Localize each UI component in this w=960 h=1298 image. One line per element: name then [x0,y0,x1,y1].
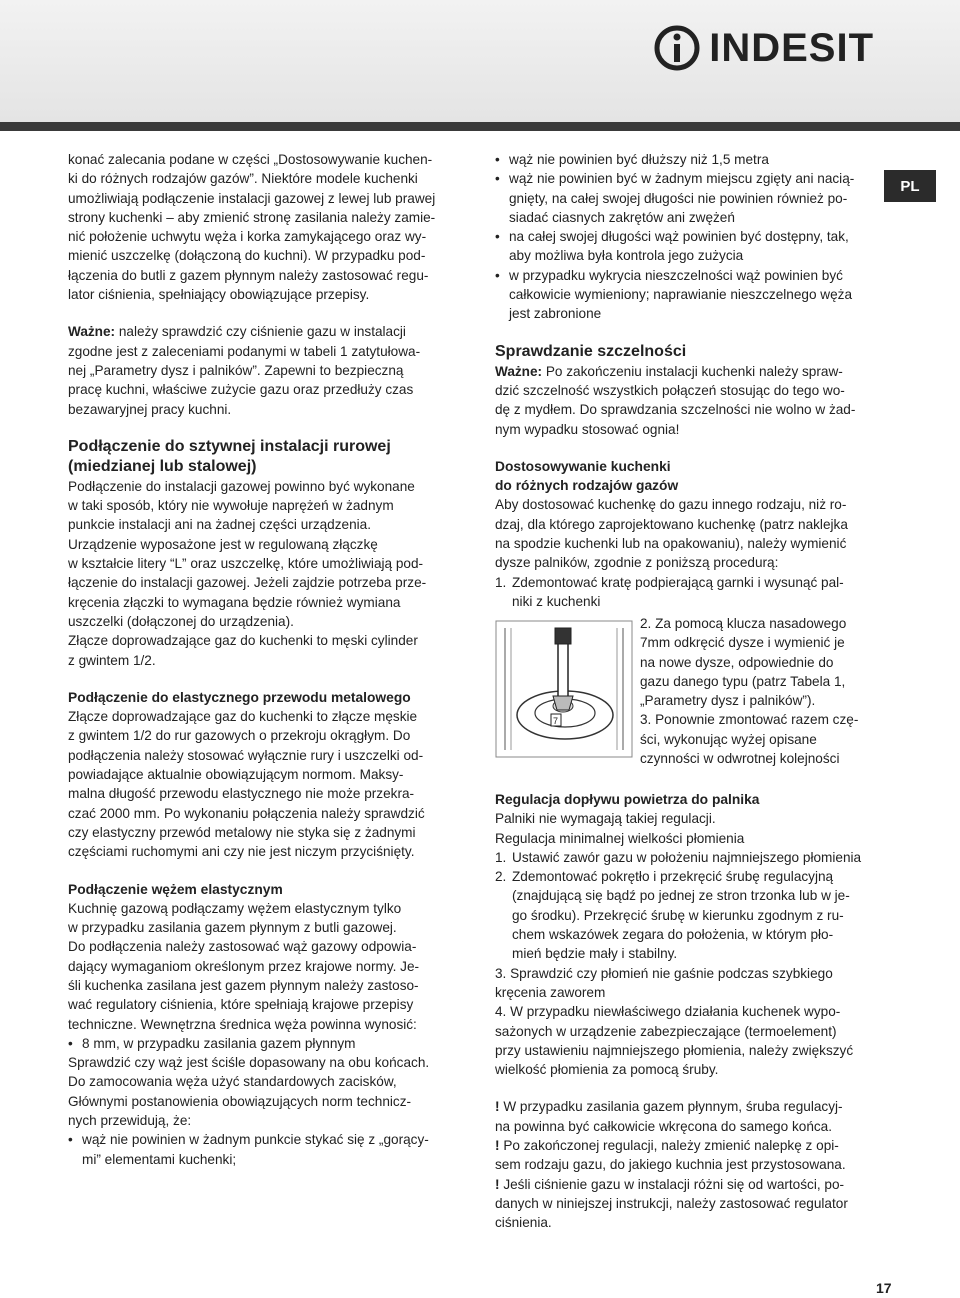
text-line: dzić szczelność wszystkich połączeń stosując do tego wo- [495,382,845,398]
text-line: łączenia do butli z gazem płynnym należy zastosować regu- [68,267,429,283]
text-line: • w przypadku wykrycia nieszczelności wąż powinien być [509,267,843,283]
text-line: nym wypadku stosować ognia! [495,421,680,437]
heading-leak-check: Sprawdzanie szczelności [495,342,687,360]
text-line: Urządzenie wyposażone jest w regulowaną złączkę [68,536,378,552]
text-line: dający wymaganiom określonym przez krajowe normy. Je- [68,958,420,974]
adapt-step-3 [640,710,872,768]
heading-hose-connection: Podłączenie wężem elastycznym [68,881,283,897]
text-line: • wąż nie powinien być w żadnym miejscu zgięty ani nacią- [509,171,855,187]
warning-mark: ! [495,1138,504,1154]
text-line: gnięty, na całej swojej długości nie powinien również po- [509,190,848,206]
text-line: 7mm odkręcić dysze i wymienić je [640,635,845,651]
text-line: nej „Parametry dysz i palników”. Zapewni to bezpieczną [68,362,404,378]
warning-notes [495,1097,873,1232]
text-line: jest zabronione [509,306,602,322]
text-line: na nowe dysze, odpowiednie do [640,654,834,670]
text-line: • wąż nie powinien być dłuższy niż 1,5 metra [509,152,769,167]
right-column: • wąż nie powinien być dłuższy niż 1,5 metra • wąż nie powinien być w żadnym miejscu zgięty ani nacią- gnięty, na całej swojej długości nie powinien również po- siadać ciasnych zakrętów ani zwężeń • na całej swojej długości wąż powinien być dostępny, tak, aby możliwa była kontrola jego zużycia • w przypadku wykrycia nieszczelności wąż powinien być całkowicie wymieniony; naprawianie nieszczelnego węża jest zabronione Sprawdzanie szczelności Ważne: Po zakończeniu instalacji kuchenki należy spraw- dzić szczelność wszystkich połączeń stosując do tego wo- dę z mydłem. Do sprawdzania szczelności nie wolno w żad- nym wypadku stosować ognia! Dostosowywanie kuchenki do różnych rodzajów gazów Aby dostosować kuchenkę do gazu innego rodzaju, niż ro- dzaj, dla którego zaprojektowano kuchenkę (patrz naklejka na spodzie kuchenki lub na opakowaniu), należy wymienić dysze palników, zgodnie z poniższą procedurą: 1. Zdemontować kratę podpierającą garnki i wysunąć pal- niki z kuchenki [495,150,873,611]
flame-step [495,867,873,963]
requirement-bullet [495,169,873,227]
hose-hot-elements-bullet: • wąż nie powinien w żadnym punkcie stykać się z „gorący- mi” elementami kuchenki; [68,1130,449,1169]
burner-nozzle-wrench-icon [495,620,633,758]
text-line: ! Po zakończonej regulacji, należy zmienić nalepkę z opi- [495,1138,839,1154]
text-line: sażonych w urządzenie zabezpieczające (termoelement) [495,1023,837,1039]
flame-step-4 [495,1002,873,1079]
adapt-steps-2-3 [640,614,872,768]
text-line: mienić uszczelkę (dołączoną do kuchni). W przypadku pod- [68,248,426,264]
text-line: strony kuchenki – aby zmienić stronę zasilania należy zamie- [68,209,436,225]
important-label: Ważne: [68,324,116,340]
text-line: wać regulatory ciśnienia, które spełniają krajowe przepisy [68,997,414,1013]
brand-logo-text: INDESIT [709,25,874,70]
text-line: dzaj, dla którego zaprojektowano kuchenkę (patrz naklejka [495,516,848,532]
leak-check-important-label: Ważne: [495,363,543,379]
text-line: (znajdującą się bądź po jednej ze stron trzonka lub w je- [512,888,850,904]
text-line: całkowicie wymieniony; naprawianie nieszczelnego węża [509,287,853,303]
hose-diameter-bullet: • 8 mm, w przypadku zasilania gazem płynnym [68,1034,449,1053]
warning-note [495,1136,873,1175]
text-line: Do podłączenia należy zastosować wąż gazowy odpowia- [68,939,417,955]
text-line: na spodzie kuchenki lub na opakowaniu), należy wymienić [495,536,847,552]
header-bar [0,122,960,131]
svg-text:7: 7 [553,716,559,726]
text-line: go środku). Przekręcić śrubę w kierunku zgodnym z ru- [512,907,844,923]
text-line: wielkość płomienia za pomocą śruby. [495,1062,719,1078]
hose-connection-text [68,899,449,1034]
text-line: ! Jeśli ciśnienie gazu w instalacji różni się od wartości, po- [495,1176,845,1192]
rigid-connection-text [68,477,449,670]
text-line: w przypadku zasilania gazem płynnym z butli gazowej. [68,920,397,936]
heading-air-regulation: Regulacja dopływu powietrza do palnika [495,792,760,807]
text-line: danych w niniejszej instrukcji, należy zastosować regulator [495,1195,848,1211]
text-line: Regulacja minimalnej wielkości płomienia [495,830,745,846]
text-line: dę z mydłem. Do sprawdzania szczelności nie wolno w żad- [495,402,856,418]
text-line: pracę kuchni, właściwe zużycie gazu oraz przedłuży czas [68,382,414,398]
text-line: Złącze doprowadzające gaz do kuchenki to złącze męskie [68,709,418,725]
text-line: 2. Za pomocą klucza nasadowego [640,616,847,631]
text-line: śli kuchenka zasilana jest gazem płynnym należy zastoso- [68,977,419,993]
adapt-step-1: 1. Zdemontować kratę podpierającą garnki i wysunąć pal- niki z kuchenki [495,574,844,609]
text-line: malna długość przewodu elastycznego nie może przekra- [68,786,415,802]
flexible-metal-text [68,707,449,861]
text-line: czynności w odwrotnej kolejności [640,751,840,767]
text-line: kręcenia złączki to wymagana będzie również wymiana [68,594,401,610]
text-line: Złącze doprowadzające gaz do kuchenki to męski cylinder [68,633,418,649]
text-line: zgodne jest z zaleceniami podanymi w tabeli 1 zatytułowa- [68,343,421,359]
text-line: Głównymi postanowienia obowiązujących norm technicz- [68,1093,412,1109]
text-line: gazu danego typu (patrz Tabela 1, [640,673,846,689]
text-line: w kształcie litery “L” oraz uszczelkę, które umożliwiają pod- [68,556,424,572]
text-line: czać 2000 mm. Po wykonaniu połączenia należy sprawdzić [68,805,425,821]
right-column-lower [495,790,873,1233]
text-line: Ustawić zawór gazu w położeniu najmniejszego płomienia [512,849,862,865]
text-line: aby możliwa była kontrola jego zużycia [509,248,744,264]
indesit-logo-icon [653,24,701,72]
text-line: nych przewidują, że: [68,1113,192,1129]
warning-note [495,1097,873,1136]
important-paragraph: Ważne: należy sprawdzić czy ciśnienie gazu w instalacji zgodne jest z zaleceniami podanymi w tabeli 1 zatytułowa- nej „Parametry dysz i palników”. Zapewni to bezpieczną pracę kuchni, właściwe zużycie gazu oraz przedłuży czas bezawaryjnej pracy kuchni. [68,322,449,418]
intro-paragraph [68,150,449,304]
text-line: kręcenia zaworem [495,984,606,1000]
text-line: • na całej swojej długości wąż powinien być dostępny, tak, [509,229,849,245]
text-line: Sprawdzić czy wąż jest ściśle dopasowany na obu końcach. [68,1055,430,1071]
text-line: sem rodzaju gazu, do jakiego kuchnia jest przystosowana. [495,1157,846,1173]
text-line: ! W przypadku zasilania gazem płynnym, śruba regulacyj- [495,1099,843,1115]
hose-requirements-list [495,150,873,324]
text-line: ciśnienia. [495,1215,552,1231]
text-line: Kuchnię gazową podłączamy wężem elastycznym tylko [68,900,402,916]
leak-check-text [495,381,873,439]
text-line: bezawaryjnej pracy kuchni. [68,401,232,417]
text-line: Zdemontować pokrętło i przekręcić śrubę regulacyjną [512,869,834,885]
step-number: 2. [495,869,507,885]
text-line: siadać ciasnych zakrętów ani zwężeń [509,209,735,225]
text-line: Aby dostosować kuchenkę do gazu innego rodzaju, niż ro- [495,497,847,513]
text-line: ki do różnych rodzajów gazów”. Niektóre modele kuchenki [68,171,418,187]
heading-flexible-metal: Podłączenie do elastycznego przewodu metalowego [68,689,411,705]
flame-steps-list [495,848,873,964]
gas-adaptation-text [495,495,873,572]
text-line: konać zalecania podane w części „Dostosowywanie kuchen- [68,152,433,167]
text-line: mień będzie mały i stabilny. [512,946,678,962]
heading-rigid-connection: Podłączenie do sztywnej instalacji rurowej (miedzianej lub stalowej) [68,437,391,475]
text-line: w taki sposób, który nie wywołuje naprężeń w żadnym [68,498,394,514]
requirement-bullet [495,150,873,169]
brand-logo [653,8,874,88]
flame-step [495,848,873,867]
text-line: 3. Sprawdzić czy płomień nie gaśnie podczas szybkiego [495,965,833,981]
text-line: 4. W przypadku niewłaściwego działania kuchenek wypo- [495,1004,841,1020]
warning-note [495,1175,873,1233]
text-line: łączenie do instalacji gazowej. Jeżeli zajdzie potrzeba prze- [68,575,427,591]
air-regulation-text [495,809,873,848]
text-line: dysze palników, zgodnie z poniższą procedurą: [495,555,779,571]
requirement-bullet [495,227,873,266]
text-line: techniczne. Wewnętrzna średnica węża powinna wynosić: [68,1016,417,1032]
text-line: Podłączenie do instalacji gazowej powinno być wykonane [68,478,415,494]
text-line: na powinna być całkowicie wkręcona do samego końca. [495,1118,833,1134]
text-line: Palniki nie wymagają takiej regulacji. [495,811,716,827]
text-line: nić położenie uchwytu węża i korka zamykającego oraz wy- [68,229,427,245]
text-line: przy ustawieniu najmniejszego płomienia, należy zwiększyć [495,1042,854,1058]
text-line: powiadające aktualnie obowiązującym normom. Maksy- [68,767,404,783]
text-line: lator ciśnienia, spełniający obowiązujące przepisy. [68,287,370,303]
requirement-bullet [495,266,873,324]
text-line: częściami ruchomymi ani czy nie jest niczym przyciśnięty. [68,844,415,860]
text-line: umożliwiają podłączenie instalacji gazowej z lewej lub prawej [68,190,436,206]
text-line: punkcie instalacji ani na żadnej części urządzenia. [68,517,372,533]
warning-mark: ! [495,1176,504,1192]
text-line: podłączenia należy stosować wyłącznie rury i uszczelki od- [68,747,424,763]
text-line: „Parametry dysz i palników”). [640,693,816,709]
text-line: uszczelki (dołączonej do urządzenia). [68,613,294,629]
heading-gas-adaptation: Dostosowywanie kuchenki do różnych rodzajów gazów [495,458,679,494]
text-line: czy elastyczny przewód metalowy nie styka się z żadnymi [68,824,416,840]
step-number: 1. [495,849,507,865]
text-line: z gwintem 1/2 do rur gazowych o przekroju okrągłym. Do [68,728,411,744]
flame-step-3 [495,964,873,1003]
hose-connection-text-2 [68,1053,449,1130]
language-tab: PL [884,170,936,202]
left-column [68,150,449,1169]
text-line: chem wskazówek zegara do położenia, w którym pło- [512,927,834,943]
text-line: ści, wykonując wyżej opisane [640,731,817,747]
warning-mark: ! [495,1099,504,1115]
text-line: Do zamocowania węża użyć standardowych zacisków, [68,1074,397,1090]
text-line: 3. Ponownie zmontować razem czę- [640,712,859,728]
text-line: z gwintem 1/2. [68,652,156,668]
adapt-step-2 [640,614,872,710]
page-number: 17 [876,1280,892,1296]
